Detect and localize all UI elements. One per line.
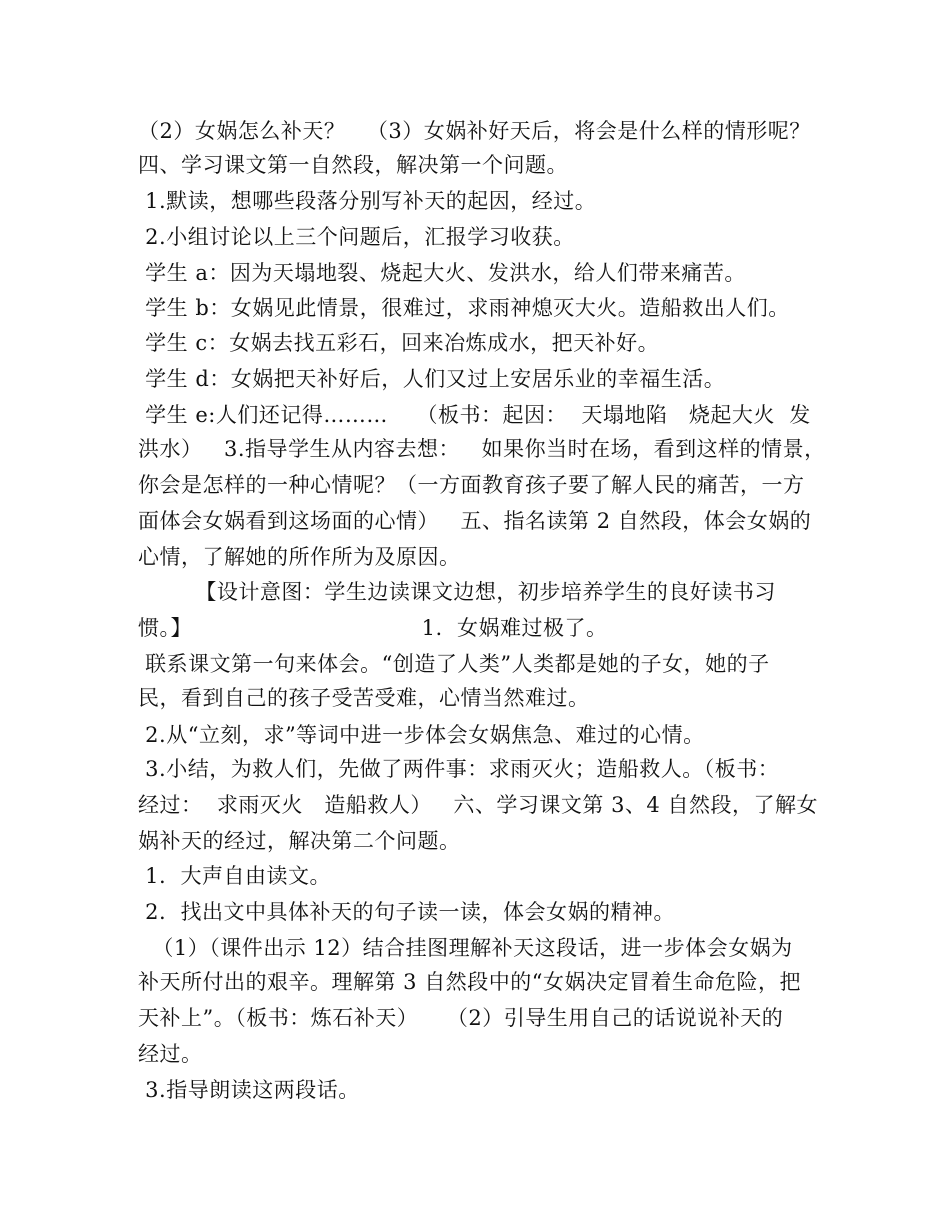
text-line: 学生 d：女娲把天补好后，人们又过上安居乐业的幸福生活。 — [138, 367, 726, 391]
text-line: （1）（课件出示 12）结合挂图理解补天这段话，进一步体会女娲为 — [138, 936, 793, 960]
text-line: 2.小组讨论以上三个问题后，汇报学习收获。 — [138, 225, 575, 249]
text-line: 洪水） 3.指导学生从内容去想： 如果你当时在场，看到这样的情景， — [138, 437, 826, 461]
text-line: 2. 找出文中具体补天的句子读一读，体会女娲的精神。 — [138, 900, 676, 924]
text-line: 学生 e:人们还记得……… （板书：起因： 天塌地陷 烧起大火 发 — [138, 403, 811, 427]
text-line: 2.从“立刻，求”等词中进一步体会女娲焦急、难过的心情。 — [138, 723, 705, 747]
text-line: 经过。 — [138, 1042, 203, 1066]
text-line: 面体会女娲看到这场面的心情） 五、指名读第 2 自然段，体会女娲的 — [138, 509, 812, 533]
text-line: 娲补天的经过，解决第二个问题。 — [138, 829, 461, 853]
text-line: （2）女娲怎么补天？ （3）女娲补好天后，将会是什么样的情形呢？ — [138, 119, 811, 143]
text-line: 补天所付出的艰辛。理解第 3 自然段中的“女娲决定冒着生命危险，把 — [138, 970, 801, 994]
text-line: 四、学习课文第一自然段，解决第一个问题。 — [138, 153, 568, 177]
text-line: 惯。】 1. 女娲难过极了。 — [138, 616, 608, 640]
text-line: 学生 b：女娲见此情景，很难过，求雨神熄灭大火。造船救出人们。 — [138, 296, 790, 320]
text-line: 3.指导朗读这两段话。 — [138, 1078, 360, 1102]
text-line: 学生 c：女娲去找五彩石，回来冶炼成水，把天补好。 — [138, 331, 660, 355]
text-line: 联系课文第一句来体会。“创造了人类”人类都是她的子女，她的子 — [138, 652, 770, 676]
text-line: 1.默读，想哪些段落分别写补天的起因，经过。 — [138, 189, 597, 213]
text-line: 经过： 求雨灭火 造船救人） 六、学习课文第 3、4 自然段，了解女 — [138, 793, 818, 817]
text-line: 你会是怎样的一种心情呢？（一方面教育孩子要了解人民的痛苦，一方 — [138, 473, 805, 497]
text-line: 【设计意图：学生边读课文边想，初步培养学生的良好读书习 — [138, 580, 776, 604]
text-line: 1. 大声自由读文。 — [138, 864, 332, 888]
text-line: 3.小结，为救人们，先做了两件事：求雨灭火；造船救人。（板书： — [138, 757, 780, 781]
text-line: 天补上”。（板书：炼石补天） （2）引导生用自己的话说说补天的 — [138, 1006, 784, 1030]
text-line: 心情，了解她的所作所为及原因。 — [138, 545, 461, 569]
text-line: 民，看到自己的孩子受苦受难，心情当然难过。 — [138, 686, 590, 710]
text-line: 学生 a：因为天塌地裂、烧起大火、发洪水，给人们带来痛苦。 — [138, 261, 746, 285]
